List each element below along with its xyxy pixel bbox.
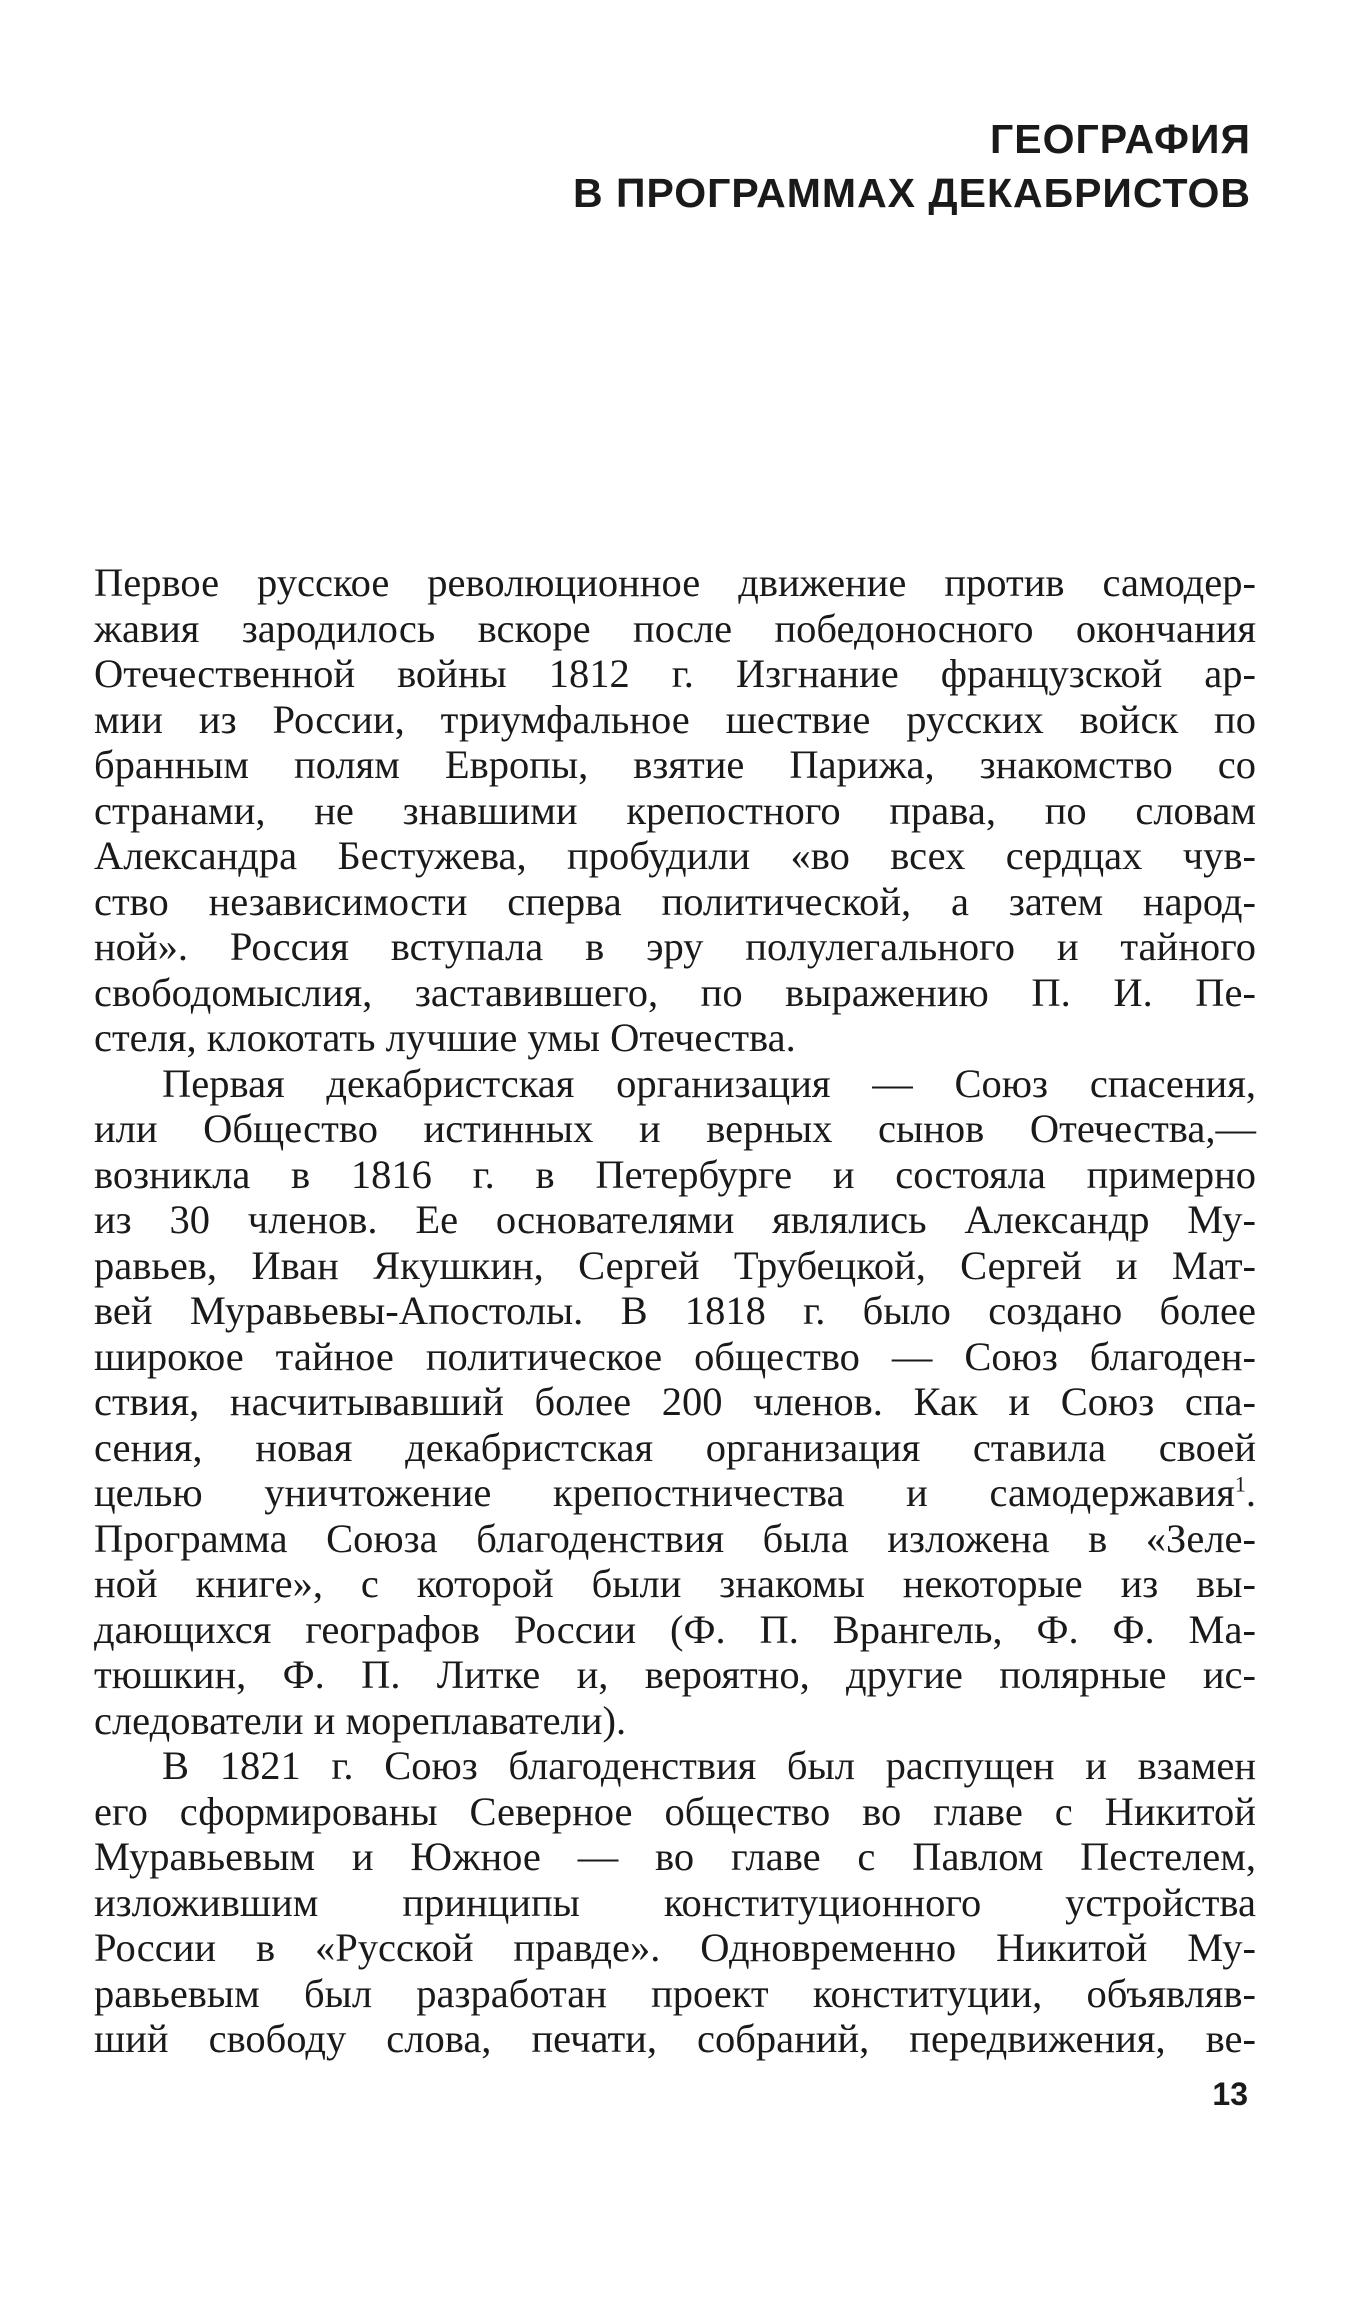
text-line: из 30 членов. Ее основателями являлись Александр Му-	[94, 1197, 1256, 1242]
body-text	[94, 560, 1256, 2062]
chapter-title-line-2: В ПРОГРАММАХ ДЕКАБРИСТОВ	[573, 170, 1251, 216]
paragraph-3	[94, 1743, 1256, 2062]
text-line: ствия, насчитывавший более 200 членов. Как и Союз спа-	[94, 1379, 1256, 1424]
text-line: ной». Россия вступала в эру полулегального и тайного	[94, 924, 1256, 969]
text-line: ство независимости сперва политической, а затем народ-	[94, 878, 1256, 924]
text-line: сения, новая декабристская организация ставила своей	[94, 1424, 1256, 1470]
text-line: ной книге», с которой были знакомы некоторые из вы-	[94, 1561, 1256, 1606]
text-line: дающихся географов России (Ф. П. Врангель, Ф. Ф. Ма-	[94, 1606, 1256, 1652]
text-line: его сформированы Северное общество во главе с Никитой	[94, 1788, 1256, 1834]
text-line: или Общество истинных и верных сынов Отечества,—	[94, 1106, 1256, 1151]
chapter-title	[573, 112, 1251, 220]
text-line: странами, не знавшими крепостного права, по словам	[94, 787, 1256, 833]
text-line: Отечественной войны 1812 г. Изгнание французской ар-	[94, 651, 1256, 696]
paragraph-2	[94, 1061, 1256, 1744]
text-line: Первая декабристская организация — Союз спасения,	[162, 1060, 1256, 1106]
text-line: мии из России, триумфальное шествие русских войск по	[94, 696, 1256, 742]
text-line: Программа Союза благоденствия была изложена в «Зеле-	[94, 1515, 1256, 1561]
text-line: равьевым был разработан проект конституции, объявляв-	[94, 1970, 1256, 2016]
text-line: В 1821 г. Союз благоденствия был распущен и взамен	[162, 1743, 1256, 1788]
text-line: жавия зародилось вскоре после победоносного окончания	[94, 605, 1256, 651]
footnote-marker: 1	[1234, 1471, 1246, 1497]
page-number: 13	[1212, 2076, 1248, 2112]
text-line: вей Муравьевы-Апостолы. В 1818 г. было создано более	[94, 1288, 1256, 1333]
text-line: тюшкин, Ф. П. Литке и, вероятно, другие полярные ис-	[94, 1652, 1256, 1697]
text-line: широкое тайное политическое общество — Союз благоден-	[94, 1333, 1256, 1379]
text-line: ший свободу слова, печати, собраний, передвижения, ве-	[94, 2016, 1256, 2061]
text-line: возникла в 1816 г. в Петербурге и состояла примерно	[94, 1151, 1256, 1197]
chapter-title-line-1: ГЕОГРАФИЯ	[990, 116, 1251, 162]
text-line: свободомыслия, заставившего, по выражению П. И. Пе-	[94, 969, 1256, 1015]
paragraph-1	[94, 560, 1256, 1061]
text-line: России в «Русской правде». Одновременно Никитой Му-	[94, 1925, 1256, 1970]
text-line: равьев, Иван Якушкин, Сергей Трубецкой, Сергей и Мат-	[94, 1242, 1256, 1288]
text-line: Александра Бестужева, пробудили «во всех сердцах чув-	[94, 833, 1256, 878]
text-line: бранным полям Европы, взятие Парижа, знакомство со	[94, 742, 1256, 787]
text-line-content: целью уничтожение крепостничества и самодержавия	[94, 1470, 1235, 1515]
text-line: Первое русское революционное движение против самодер-	[94, 560, 1256, 605]
text-line: Муравьевым и Южное — во главе с Павлом Пестелем,	[94, 1834, 1256, 1879]
text-line-with-footnote	[94, 1470, 1256, 1516]
text-line: стеля, клокотать лучшие умы Отечества.	[94, 1015, 796, 1060]
footnote-period: .	[1245, 1470, 1256, 1515]
text-line: следователи и мореплаватели).	[94, 1697, 627, 1743]
text-line: изложившим принципы конституционного устройства	[94, 1879, 1256, 1925]
